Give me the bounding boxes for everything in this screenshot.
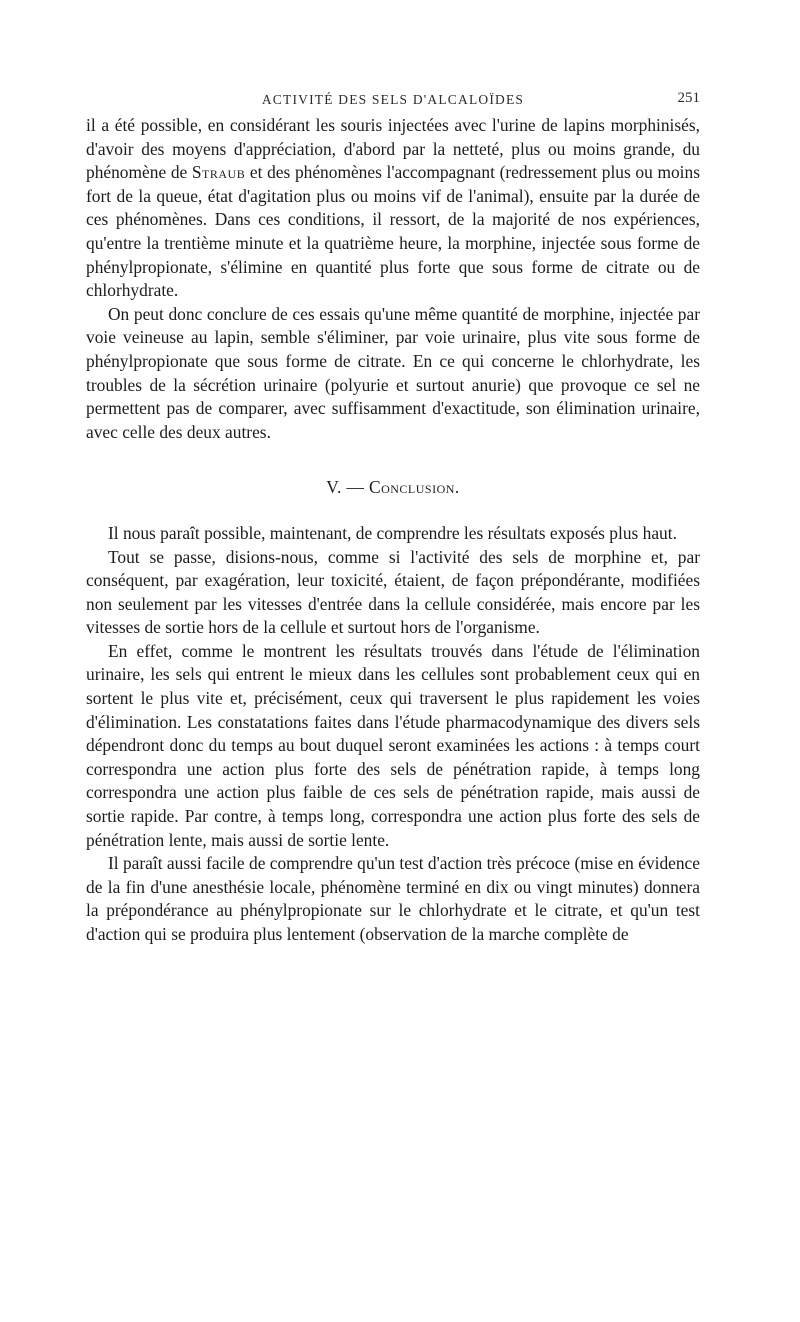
page-number: 251: [677, 90, 700, 106]
paragraph: Il nous paraît possible, maintenant, de comprendre les résultats exposés plus haut.: [108, 522, 677, 543]
running-title: ACTIVITÉ DES SELS D'ALCALOÏDES: [261, 92, 525, 107]
paragraph-continued: [86, 114, 700, 303]
paragraph: Il paraît aussi facile de comprendre qu'un test d'action très précoce (mise en évidence de la fin d'une anesthésie locale, phénomène terminé en dix ou vingt minutes) donnera la prépondérance au phénylpropionate sur le chlorhydrate et le citrate, et qu'un test d'action qui se produira plus lentement (observation de la marche complète de: [86, 853, 700, 944]
paragraph-text: il a été possible, en considérant les souris injectées avec l'urine de lapins morphinisés, d'avoir des moyens d'appréciation, d'abord par la netteté, plus ou moins grande, du phénomène de: [86, 115, 700, 183]
paragraph: Tout se passe, disions-nous, comme si l'activité des sels de morphine et, par conséquent, par exagération, leur toxicité, étaient, de façon prépondérante, modifiées non seulement par les vitesses d'entrée dans la cellule considérée, mais encore par les vitesses de sortie hors de la cellule et surtout hors de l'organisme.: [86, 546, 700, 638]
running-header: [86, 86, 700, 114]
section-title: Conclusion.: [368, 477, 460, 498]
section-number: V. —: [326, 477, 369, 498]
author-name: Straub: [191, 162, 246, 183]
paragraph: On peut donc conclure de ces essais qu'une même quantité de morphine, injectée par voie veineuse au lapin, semble s'éliminer, par voie urinaire, plus vite sous forme de phénylpropionate que sous forme de citrate. En ce qui concerne le chlorhydrate, les troubles de la sécrétion urinaire (polyurie et surtout anurie) que provoque ce sel ne permettent pas de comparer, avec suffisamment d'exactitude, son élimination urinaire, avec celle des deux autres.: [86, 303, 700, 442]
paragraph-text: et des phénomènes l'accompagnant (redressement plus ou moins fort de la queue, état d'agitation plus ou moins vif de l'animal), ensuite par la durée de ces phénomènes. Dans ces conditions, il ressort, de la majorité de nos expériences, qu'entre la trentième minute et la quatrième heure, la morphine, injectée sous forme de phénylpropionate, s'élimine en quantité plus forte que sous forme de citrate ou de chlorhydrate.: [86, 162, 700, 301]
paragraph: En effet, comme le montrent les résultats trouvés dans l'étude de l'élimination urinaire, les sels qui entrent le mieux dans les cellules sont probablement ceux qui en sortent le plus vite et, précisément, ceux qui traversent le plus rapidement les voies d'élimination. Les constatations faites dans l'étude pharmacodynamique des divers sels dépendront donc du temps au bout duquel seront examinées les actions : à temps court correspondra une action plus forte des sels de pénétration rapide, à temps long correspondra une action plus faible de ces sels de pénétration rapide, mais aussi de sortie rapide. Par contre, à temps long, correspondra une action plus forte des sels de pénétration lente, mais aussi de sortie lente.: [86, 640, 700, 850]
body-text: [86, 114, 700, 947]
section-heading: [86, 476, 700, 500]
book-page: [86, 86, 700, 947]
